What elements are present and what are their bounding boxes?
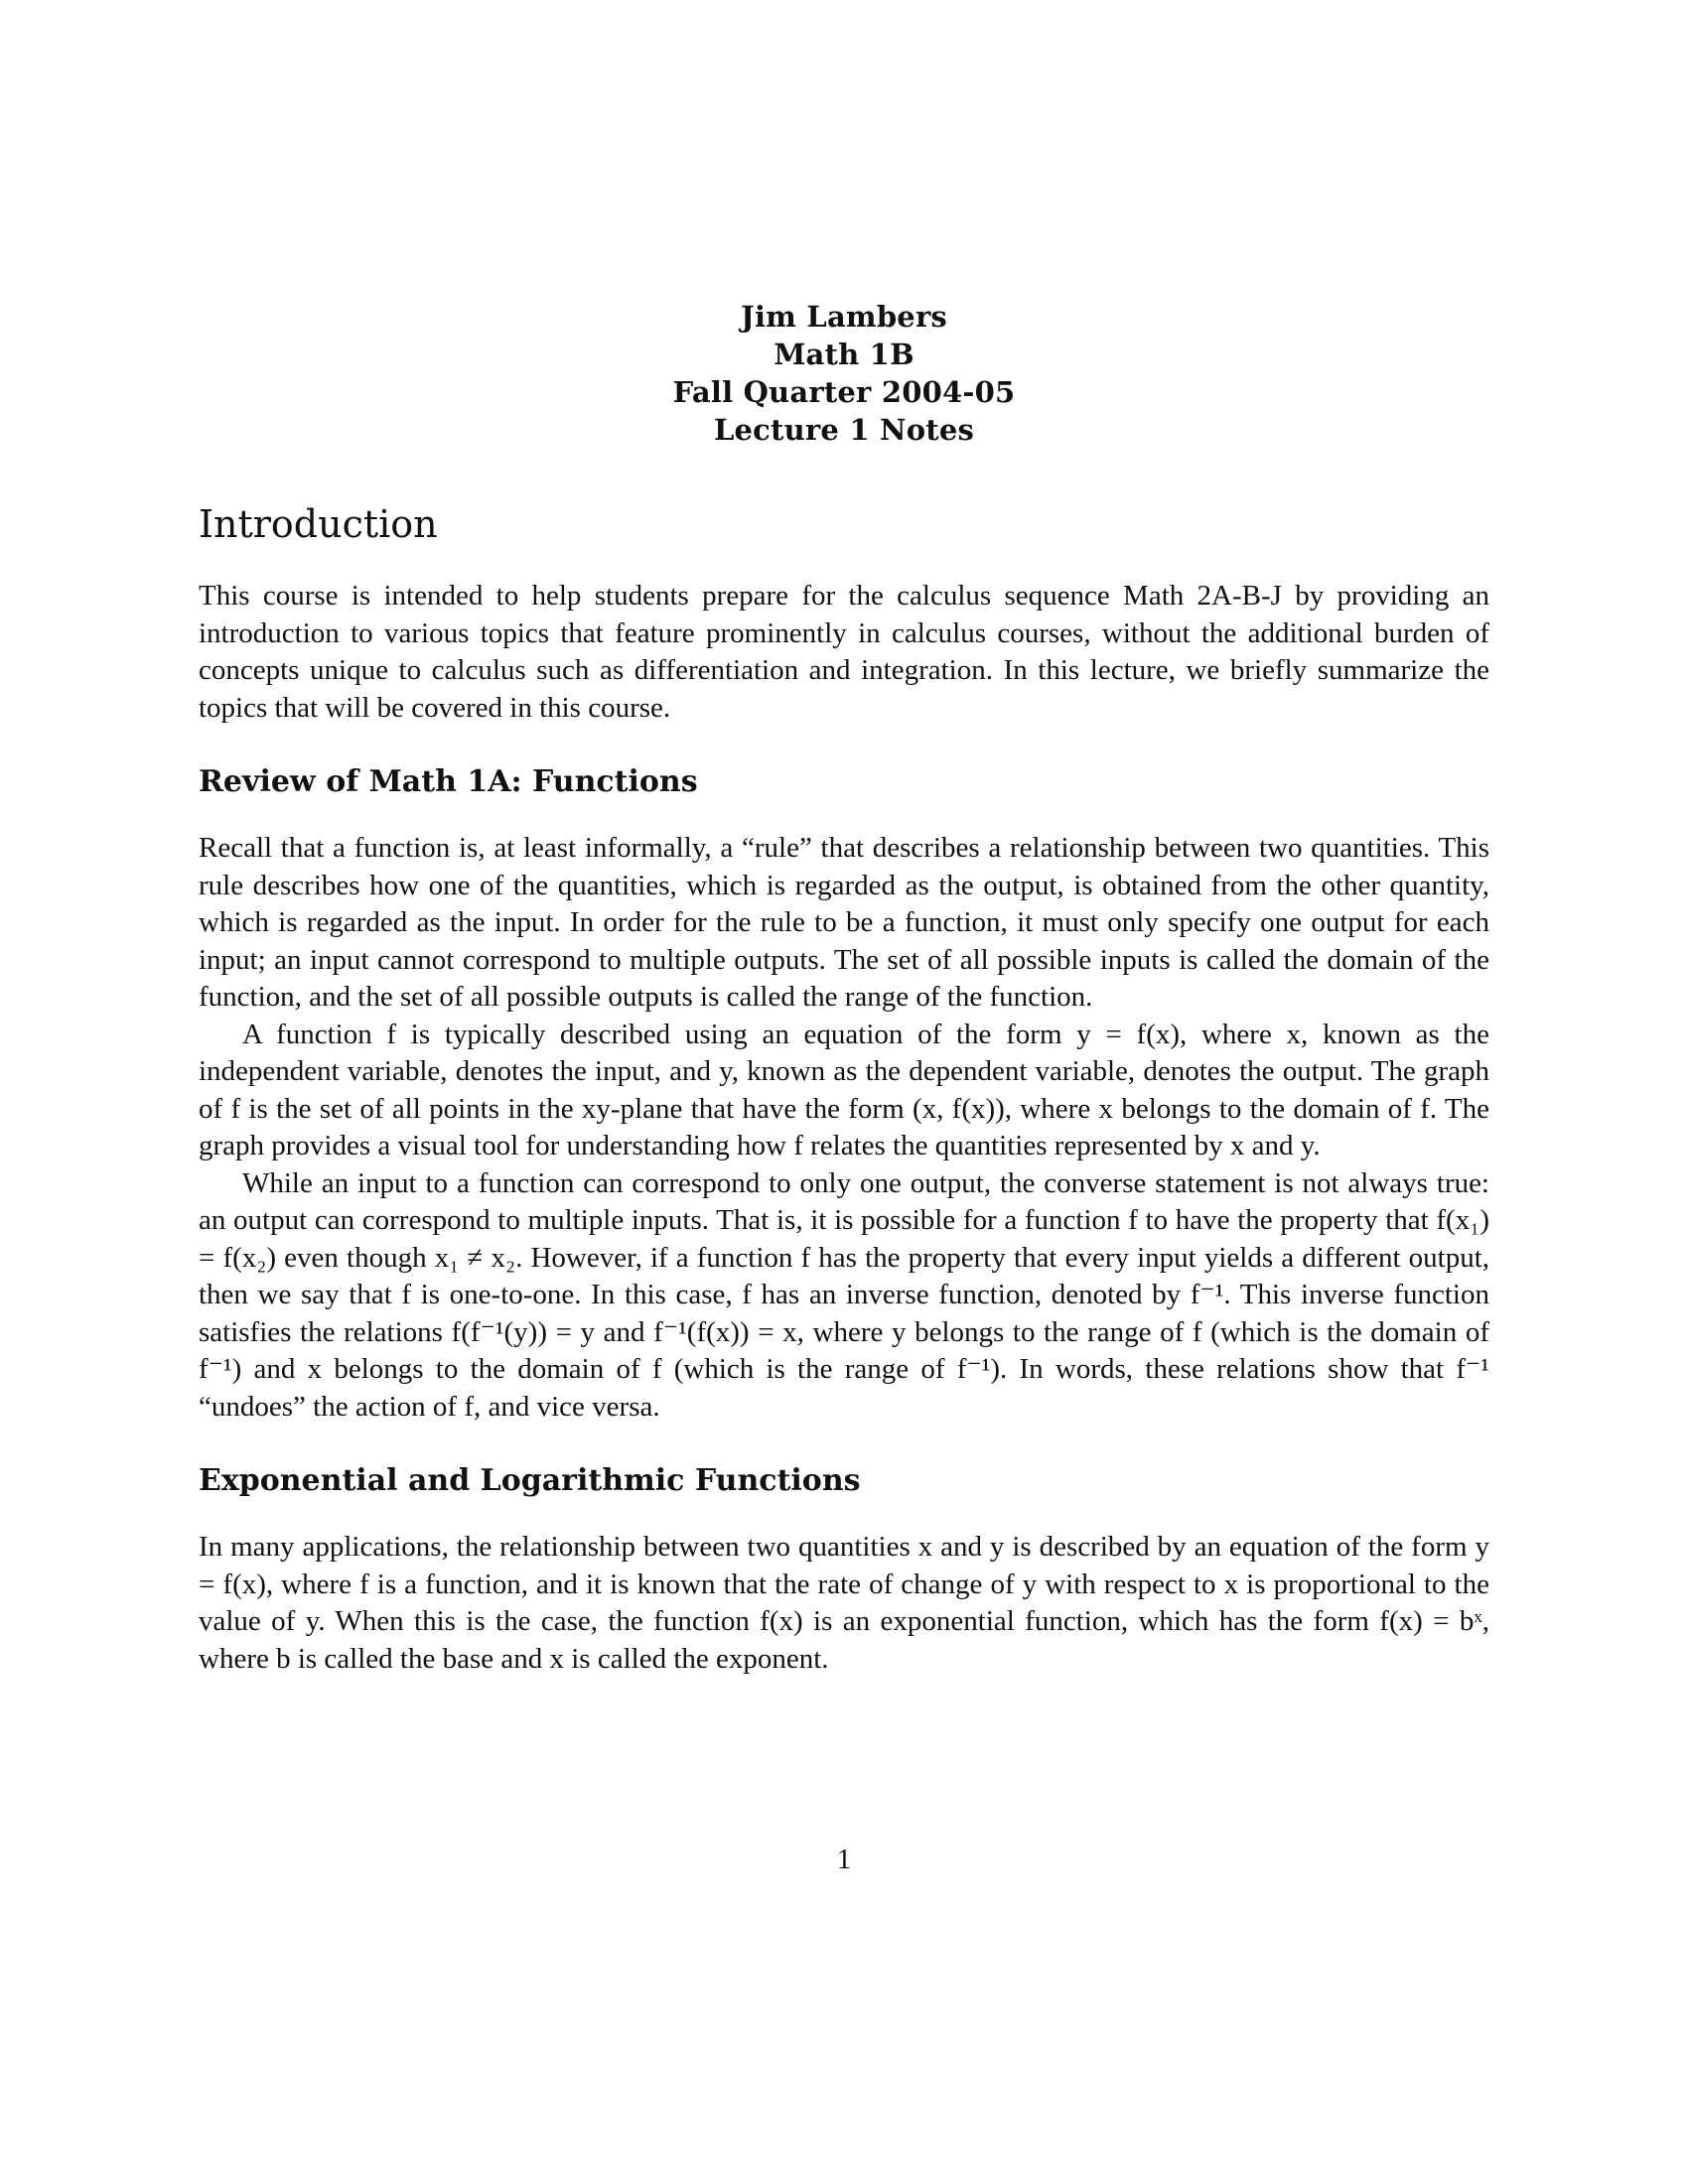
paragraph-review-3: While an input to a function can correspond to only one output, the converse statement is not always true: an output can correspond to multiple inputs. That is, it is possible for a function f to have the property that f(x₁) = f(x₂) even though x₁ ≠ x₂. However, if a function f has the property that every input yields a different output, then we say that f is one-to-one. In this case, f has an inverse function, denoted by f⁻¹. This inverse function satisfies the relations f(f⁻¹(y)) = y and f⁻¹(f(x)) = x, where y belongs to the range of f (which is the domain of f⁻¹) and x belongs to the domain of f (which is the range of f⁻¹). In words, these relations show that f⁻¹ “undoes” the action of f, and vice versa. bbox=[199, 1166, 1489, 1423]
section-title-review: Review of Math 1A: Functions bbox=[199, 764, 698, 799]
paragraph-review-1: Recall that a function is, at least informally, a “rule” that describes a relationship between two quantities. This rule describes how one of the quantities, which is regarded as the output, is obtained from the other quantity, which is regarded as the input. In order for the rule to be a function, it must only specify one output for each input; an input cannot correspond to multiple outputs. The set of all possible inputs is called the domain of the function, and the set of all possible outputs is called the range of the function. bbox=[199, 832, 1489, 1013]
section-title-introduction: Introduction bbox=[199, 502, 438, 546]
page-number: 1 bbox=[836, 1843, 852, 1875]
paragraph-introduction: This course is intended to help students prepare for the calculus sequence Math 2A-B-J by providing an introduction to various topics that feature prominently in calculus courses, without the additional burden of concepts unique to calculus such as differentiation and integration. In this lecture, we briefly summarize the topics that will be covered in this course. bbox=[199, 580, 1489, 724]
term-name: Fall Quarter 2004-05 bbox=[672, 375, 1016, 409]
lecture-title: Lecture 1 Notes bbox=[713, 413, 975, 447]
paragraph-review-2: A function f is typically described using an equation of the form y = f(x), where x, known as the independent variable, denotes the input, and y, known as the dependent variable, denotes the output. The graph of f is the set of all points in the xy-plane that have the form (x, f(x)), where x belongs to the domain of f. The graph provides a visual tool for understanding how f relates the quantities represented by x and y. bbox=[199, 1018, 1489, 1161]
document-body bbox=[199, 496, 1489, 1678]
author-name: Jim Lambers bbox=[741, 300, 947, 334]
document-header bbox=[0, 298, 1688, 449]
section-title-exponential: Exponential and Logarithmic Functions bbox=[199, 1463, 861, 1498]
paragraph-exponential-1: In many applications, the relationship between two quantities x and y is described by an equation of the form y = f(x), where f is a function, and it is known that the rate of change of y with respect to x is proportional to the value of y. When this is the case, the function f(x) is an exponential function, which has the form f(x) = bˣ, where b is called the base and x is called the exponent. bbox=[199, 1531, 1489, 1675]
course-name: Math 1B bbox=[774, 338, 914, 371]
